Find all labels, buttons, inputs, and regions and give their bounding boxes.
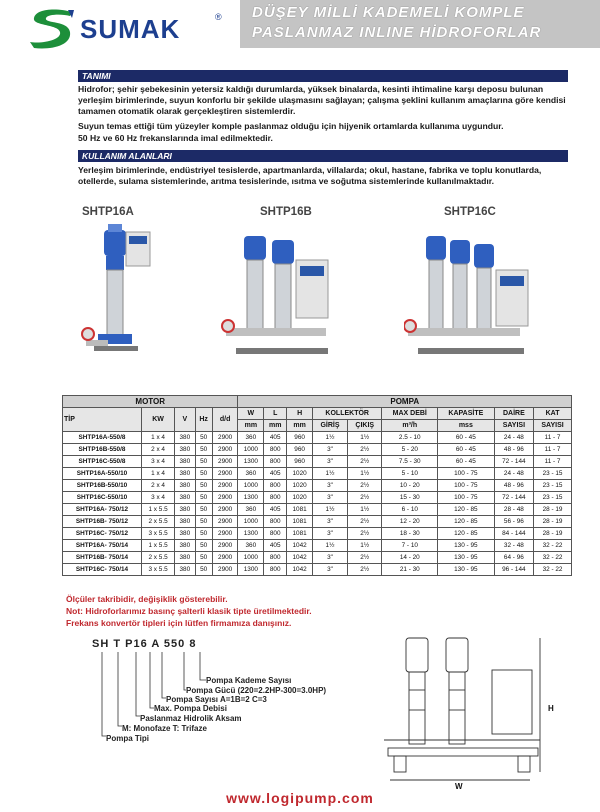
- table-cell: 380: [175, 480, 195, 492]
- table-cell-tip: SHTP16C-550/8: [63, 456, 142, 468]
- table-cell: 11 - 7: [534, 444, 572, 456]
- table-cell: 32 - 22: [534, 540, 572, 552]
- table-cell-tip: SHTP16C-550/10: [63, 492, 142, 504]
- table-cell: 72 - 144: [494, 492, 534, 504]
- table-cell-tip: SHTP16A- 750/14: [63, 540, 142, 552]
- note-3: Frekans konvertör tipleri için lütfen firmamıza danışınız.: [66, 618, 292, 628]
- table-cell: 2 x 4: [142, 444, 175, 456]
- table-cell: 3": [312, 456, 347, 468]
- col-daire: DAİRE: [494, 408, 534, 420]
- table-cell: 10 - 20: [382, 480, 438, 492]
- table-cell: 800: [264, 456, 287, 468]
- table-cell: 1½: [312, 468, 347, 480]
- col-h: H: [287, 408, 313, 420]
- table-row: [63, 456, 572, 468]
- table-cell: 1020: [287, 480, 313, 492]
- table-cell: 12 - 20: [382, 516, 438, 528]
- table-row: [63, 504, 572, 516]
- sumak-logo: [28, 6, 228, 50]
- table-cell: 2½: [348, 480, 382, 492]
- table-cell: 3": [312, 444, 347, 456]
- table-cell: 800: [264, 480, 287, 492]
- shtp16a-pump-illustration: [74, 222, 164, 372]
- code-legend-5: Paslanmaz Hidrolik Aksam: [140, 714, 242, 723]
- col-kw: KW: [142, 408, 175, 432]
- table-row: [63, 492, 572, 504]
- table-cell: 800: [264, 528, 287, 540]
- table-cell: 2900: [212, 480, 238, 492]
- table-cell-tip: SHTP16A-550/10: [63, 468, 142, 480]
- table-cell: 405: [264, 468, 287, 480]
- table-cell: 800: [264, 552, 287, 564]
- table-cell: 130 - 95: [438, 540, 495, 552]
- table-cell: 2900: [212, 432, 238, 444]
- table-cell: 14 - 20: [382, 552, 438, 564]
- model-label-c: SHTP16C: [444, 206, 496, 218]
- table-cell: 48 - 96: [494, 480, 534, 492]
- table-cell: 1½: [348, 432, 382, 444]
- col-kapasite: KAPASİTE: [438, 408, 495, 420]
- table-cell: 1081: [287, 528, 313, 540]
- col-dd: d/d: [212, 408, 238, 432]
- table-cell: 1300: [238, 492, 264, 504]
- table-cell: 2900: [212, 468, 238, 480]
- table-cell: 28 - 48: [494, 504, 534, 516]
- table-cell: 405: [264, 504, 287, 516]
- brand-name: SUMAK: [80, 14, 181, 44]
- pompa-group-header: POMPA: [238, 396, 572, 408]
- table-cell: 32 - 22: [534, 564, 572, 576]
- table-cell: 380: [175, 456, 195, 468]
- table-cell: 15 - 30: [382, 492, 438, 504]
- col-kollektor: KOLLEKTÖR: [312, 408, 382, 420]
- code-legend-7: Pompa Tipi: [106, 734, 149, 743]
- col-w-unit: mm: [238, 420, 264, 432]
- col-kapasite-unit: mss: [438, 420, 495, 432]
- table-cell: 6 - 10: [382, 504, 438, 516]
- table-cell: 28 - 19: [534, 504, 572, 516]
- table-cell: 50: [195, 444, 212, 456]
- table-cell: 2900: [212, 564, 238, 576]
- table-cell: 1 x 5.5: [142, 504, 175, 516]
- table-cell: 2 x 5.5: [142, 552, 175, 564]
- table-cell: 1081: [287, 516, 313, 528]
- table-cell: 1300: [238, 456, 264, 468]
- table-cell: 2 x 4: [142, 480, 175, 492]
- section-heading-kullanim: [78, 150, 568, 162]
- table-cell: 3": [312, 516, 347, 528]
- table-cell: 3": [312, 564, 347, 576]
- table-cell: 56 - 96: [494, 516, 534, 528]
- title-line-1: DÜŞEY MİLLİ KADEMELİ KOMPLE: [252, 4, 525, 21]
- table-cell: 360: [238, 540, 264, 552]
- table-row: [63, 432, 572, 444]
- table-row: [63, 540, 572, 552]
- table-cell: 2900: [212, 456, 238, 468]
- note-2: Not: Hidroforlarımız basınç şalterli klasik tipte üretilmektedir.: [66, 606, 312, 616]
- table-cell: 72 - 144: [494, 456, 534, 468]
- col-kat: KAT: [534, 408, 572, 420]
- table-cell: 960: [287, 456, 313, 468]
- table-row: [63, 468, 572, 480]
- code-legend-1: Pompa Kademe Sayısı: [206, 676, 292, 685]
- tanim-paragraph-2: Suyun temas ettiği tüm yüzeyler komple paslanmaz olduğu için hijyenik ortamlarda kullanıma uygundur.: [78, 121, 504, 131]
- table-cell: 360: [238, 504, 264, 516]
- table-cell: 120 - 85: [438, 516, 495, 528]
- table-cell: 48 - 96: [494, 444, 534, 456]
- table-cell: 800: [264, 492, 287, 504]
- table-cell: 28 - 19: [534, 528, 572, 540]
- title-box: [240, 0, 600, 48]
- tanim-paragraph-1: Hidrofor; şehir şebekesinin yetersiz kaldığı durumlarda, yüksek binalarda, kesinti ihtimaline karşı deposu bulunan yerleşim birimlerinde, suyun konforlu bir şekilde ulaşmasını sağlayan; çalışma şeklini kullanım amaçlarına göre kendisi tamamen otomatik olarak gerçekleştiren sistemlerdir.: [78, 84, 566, 117]
- table-cell: 50: [195, 540, 212, 552]
- table-cell-tip: SHTP16B- 750/12: [63, 516, 142, 528]
- table-cell: 5 - 20: [382, 444, 438, 456]
- table-cell: 1½: [348, 504, 382, 516]
- table-cell: 1081: [287, 504, 313, 516]
- table-cell: 3": [312, 552, 347, 564]
- table-cell: 800: [264, 444, 287, 456]
- table-cell: 3": [312, 492, 347, 504]
- table-cell: 11 - 7: [534, 456, 572, 468]
- sumak-logo-icon: [28, 6, 76, 50]
- table-cell: 2900: [212, 552, 238, 564]
- table-cell: 1020: [287, 468, 313, 480]
- shtp16c-pump-illustration: [404, 230, 534, 370]
- table-cell: 2900: [212, 540, 238, 552]
- table-cell: 800: [264, 516, 287, 528]
- dimension-h-label: H: [548, 704, 554, 713]
- table-cell: 380: [175, 444, 195, 456]
- table-cell: 2900: [212, 444, 238, 456]
- table-cell: 120 - 85: [438, 528, 495, 540]
- table-cell: 2½: [348, 444, 382, 456]
- table-cell: 2.5 - 10: [382, 432, 438, 444]
- table-row: [63, 516, 572, 528]
- table-cell: 1000: [238, 480, 264, 492]
- table-cell: 1000: [238, 516, 264, 528]
- table-cell: 960: [287, 444, 313, 456]
- col-giris: GİRİŞ: [312, 420, 347, 432]
- table-cell: 380: [175, 516, 195, 528]
- table-cell-tip: SHTP16B- 750/14: [63, 552, 142, 564]
- table-cell: 2900: [212, 516, 238, 528]
- table-cell: 3": [312, 480, 347, 492]
- table-cell: 1½: [312, 504, 347, 516]
- table-cell: 2 x 5.5: [142, 516, 175, 528]
- col-maxdebi-unit: m³/h: [382, 420, 438, 432]
- table-cell: 60 - 45: [438, 444, 495, 456]
- table-cell: 23 - 15: [534, 492, 572, 504]
- table-cell: 1042: [287, 552, 313, 564]
- table-cell: 1½: [348, 540, 382, 552]
- table-cell: 7 - 10: [382, 540, 438, 552]
- table-cell: 2½: [348, 528, 382, 540]
- table-cell: 1½: [312, 432, 347, 444]
- table-cell: 405: [264, 432, 287, 444]
- table-cell: 3": [312, 528, 347, 540]
- table-cell: 50: [195, 516, 212, 528]
- model-label-a: SHTP16A: [82, 206, 134, 218]
- col-l: L: [264, 408, 287, 420]
- table-cell: 360: [238, 432, 264, 444]
- section-heading-tanim: [78, 70, 568, 82]
- table-cell: 1300: [238, 528, 264, 540]
- table-cell: 960: [287, 432, 313, 444]
- table-cell: 50: [195, 552, 212, 564]
- table-cell: 380: [175, 552, 195, 564]
- table-cell: 800: [264, 564, 287, 576]
- table-cell: 60 - 45: [438, 432, 495, 444]
- table-cell: 1½: [312, 540, 347, 552]
- table-cell: 50: [195, 456, 212, 468]
- table-row: [63, 444, 572, 456]
- technical-drawing: [380, 630, 550, 788]
- table-cell: 3 x 5.5: [142, 564, 175, 576]
- code-legend-6: M: Monofaze T: Trifaze: [122, 724, 207, 733]
- table-cell: 2½: [348, 456, 382, 468]
- table-cell-tip: SHTP16C- 750/12: [63, 528, 142, 540]
- table-cell: 380: [175, 540, 195, 552]
- table-cell: 100 - 75: [438, 468, 495, 480]
- table-cell: 1000: [238, 444, 264, 456]
- table-cell: 1020: [287, 492, 313, 504]
- table-cell: 1042: [287, 564, 313, 576]
- table-cell: 130 - 95: [438, 564, 495, 576]
- table-cell: 5 - 10: [382, 468, 438, 480]
- table-cell: 23 - 15: [534, 468, 572, 480]
- table-cell: 64 - 96: [494, 552, 534, 564]
- table-cell: 2900: [212, 492, 238, 504]
- spec-table-body: [63, 432, 572, 576]
- table-cell: 2½: [348, 516, 382, 528]
- table-cell: 28 - 19: [534, 516, 572, 528]
- table-cell: 32 - 22: [534, 552, 572, 564]
- motor-group-header: MOTOR: [63, 396, 238, 408]
- table-cell: 1 x 4: [142, 468, 175, 480]
- table-row: [63, 480, 572, 492]
- col-h-unit: mm: [287, 420, 313, 432]
- table-cell: 130 - 95: [438, 552, 495, 564]
- table-cell-tip: SHTP16B-550/8: [63, 444, 142, 456]
- table-cell: 32 - 48: [494, 540, 534, 552]
- table-cell-tip: SHTP16C- 750/14: [63, 564, 142, 576]
- dimension-w-label: W: [455, 782, 463, 791]
- table-cell: 18 - 30: [382, 528, 438, 540]
- col-tip: TİP: [63, 408, 142, 432]
- col-l-unit: mm: [264, 420, 287, 432]
- table-cell: 380: [175, 492, 195, 504]
- tanim-paragraph-3: 50 Hz ve 60 Hz frekanslarında imal edilmektedir.: [78, 133, 273, 143]
- table-cell: 23 - 15: [534, 480, 572, 492]
- table-cell: 100 - 75: [438, 480, 495, 492]
- table-cell: 50: [195, 492, 212, 504]
- table-cell: 2900: [212, 528, 238, 540]
- table-cell: 24 - 48: [494, 468, 534, 480]
- table-cell: 3 x 4: [142, 492, 175, 504]
- table-cell: 11 - 7: [534, 432, 572, 444]
- table-cell: 1000: [238, 552, 264, 564]
- title-line-2: PASLANMAZ INLINE HİDROFORLAR: [252, 24, 542, 41]
- code-legend-3: Pompa Sayısı A=1B=2 C=3: [166, 695, 267, 704]
- section-heading-kullanim-label: KULLANIM ALANLARI: [82, 151, 172, 161]
- table-cell: 100 - 75: [438, 492, 495, 504]
- table-cell: 380: [175, 504, 195, 516]
- table-cell: 50: [195, 432, 212, 444]
- table-cell: 60 - 45: [438, 456, 495, 468]
- col-w: W: [238, 408, 264, 420]
- col-daire-2: SAYISI: [494, 420, 534, 432]
- table-cell: 96 - 144: [494, 564, 534, 576]
- note-1: Ölçüler takribidir, değişiklik gösterebilir.: [66, 594, 228, 604]
- col-cikis: ÇIKIŞ: [348, 420, 382, 432]
- section-heading-tanim-label: TANIMI: [82, 71, 111, 81]
- table-cell: 2½: [348, 552, 382, 564]
- kullanim-paragraph: Yerleşim birimlerinde, endüstriyel tesislerde, apartmanlarda, villalarda; okul, hastane, fabrika ve toplu konutlarda, otellerde, sulama sistemlerinde, arıtma tesislerinde, ısıtma ve soğutma sistemlerinde kullanılmaktadır.: [78, 165, 542, 187]
- model-code-example: SH T P16 A 550 8: [92, 638, 197, 650]
- table-row: [63, 528, 572, 540]
- table-cell: 50: [195, 468, 212, 480]
- table-cell-tip: SHTP16A-550/8: [63, 432, 142, 444]
- table-cell: 1 x 4: [142, 432, 175, 444]
- table-cell: 380: [175, 432, 195, 444]
- col-v: V: [175, 408, 195, 432]
- table-cell: 1½: [348, 468, 382, 480]
- website-link[interactable]: www.logipump.com: [226, 790, 374, 806]
- col-hz: Hz: [195, 408, 212, 432]
- table-cell: 1 x 5.5: [142, 540, 175, 552]
- shtp16b-pump-illustration: [220, 230, 340, 370]
- table-cell: 380: [175, 528, 195, 540]
- table-cell: 3 x 4: [142, 456, 175, 468]
- code-legend-2: Pompa Gücü (220=2.2HP-300=3.0HP): [186, 686, 327, 695]
- table-cell: 24 - 48: [494, 432, 534, 444]
- brand-registered-mark: ®: [215, 12, 222, 22]
- col-maxdebi: MAX DEBİ: [382, 408, 438, 420]
- col-kat-2: SAYISI: [534, 420, 572, 432]
- table-cell: 21 - 30: [382, 564, 438, 576]
- table-cell: 405: [264, 540, 287, 552]
- table-cell: 1300: [238, 564, 264, 576]
- table-row: [63, 564, 572, 576]
- table-cell-tip: SHTP16A- 750/12: [63, 504, 142, 516]
- table-cell: 360: [238, 468, 264, 480]
- spec-table: [62, 395, 572, 576]
- table-cell: 50: [195, 480, 212, 492]
- table-cell: 2900: [212, 504, 238, 516]
- model-label-b: SHTP16B: [260, 206, 312, 218]
- table-cell: 380: [175, 564, 195, 576]
- code-legend-4: Max. Pompa Debisi: [154, 704, 227, 713]
- table-cell: 1042: [287, 540, 313, 552]
- table-cell: 50: [195, 564, 212, 576]
- header: [0, 0, 600, 60]
- table-cell: 2½: [348, 492, 382, 504]
- table-cell-tip: SHTP16B-550/10: [63, 480, 142, 492]
- table-cell: 50: [195, 528, 212, 540]
- table-cell: 3 x 5.5: [142, 528, 175, 540]
- table-cell: 380: [175, 468, 195, 480]
- table-cell: 84 - 144: [494, 528, 534, 540]
- table-cell: 2½: [348, 564, 382, 576]
- table-row: [63, 552, 572, 564]
- table-cell: 7.5 - 30: [382, 456, 438, 468]
- table-cell: 120 - 85: [438, 504, 495, 516]
- table-cell: 50: [195, 504, 212, 516]
